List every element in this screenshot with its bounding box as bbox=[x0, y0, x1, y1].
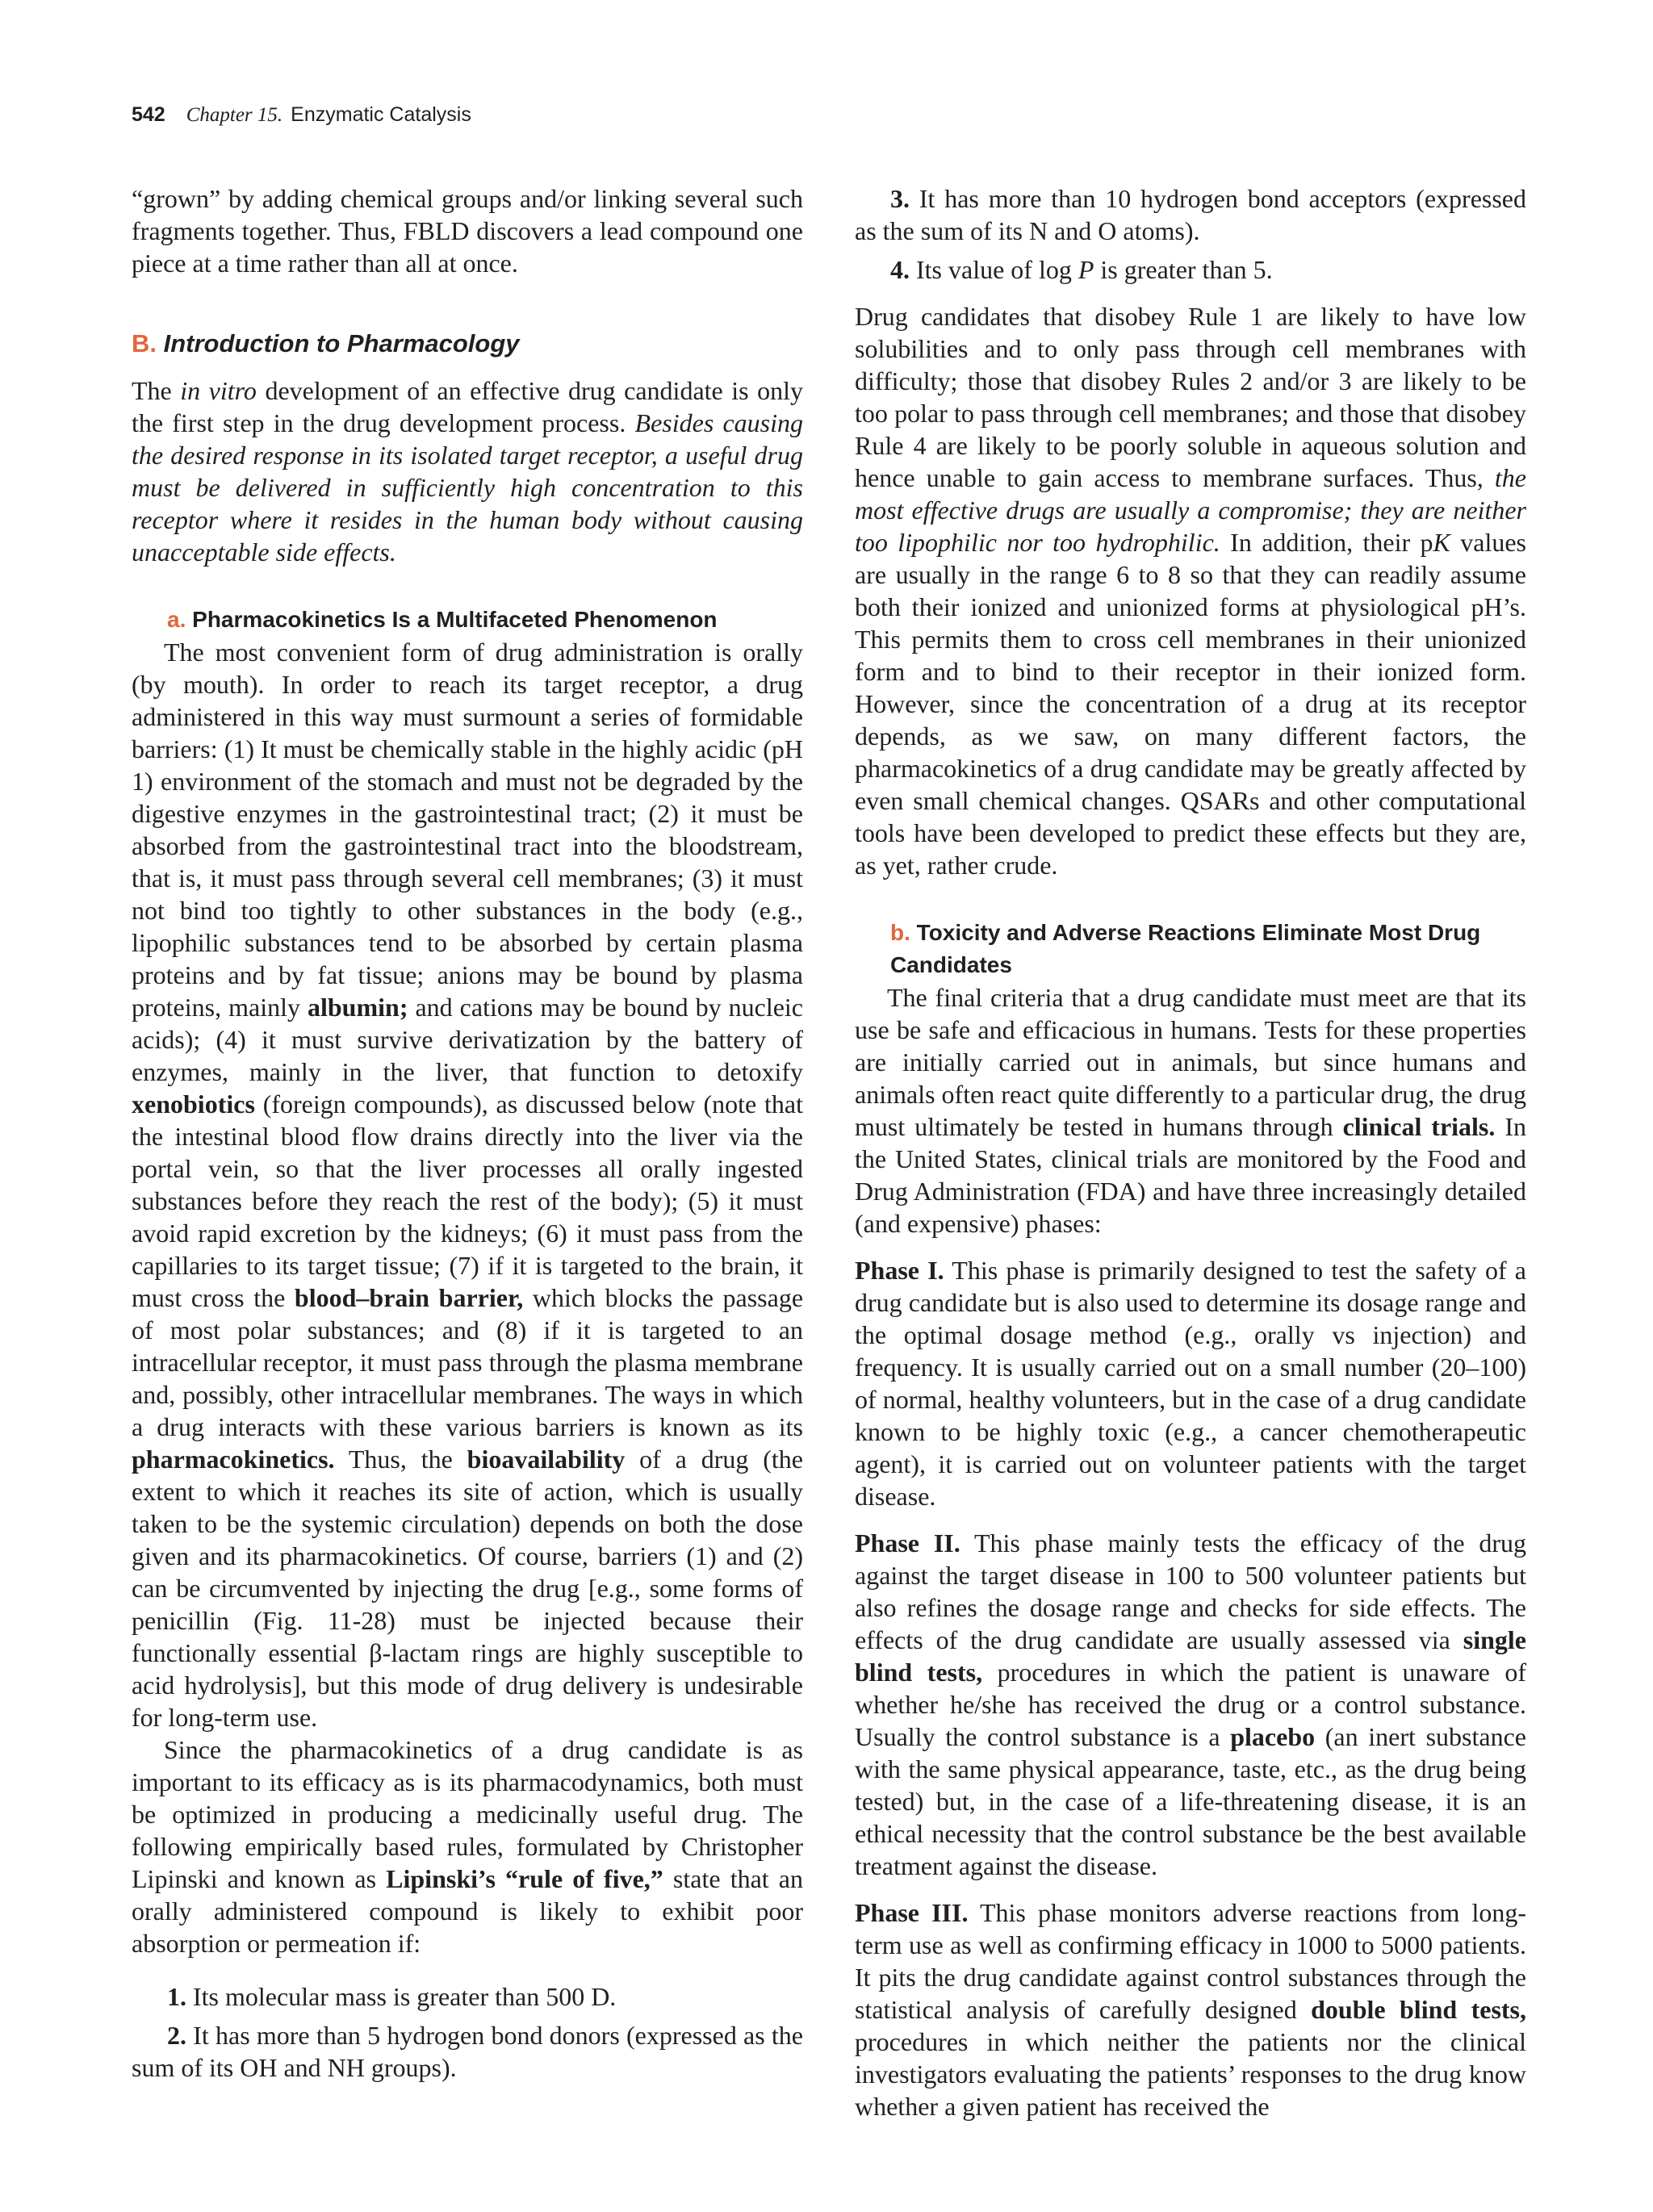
section-letter: B. bbox=[132, 329, 157, 358]
rule-1: 1. Its molecular mass is greater than 500 D. bbox=[167, 1982, 617, 2011]
phase-3-paragraph: Phase III. This phase monitors adverse reactions from long-term use as well as confirming efficacy in 1000 to 5000 patients. It pits the drug candidate against control substances through the statistical analysis of carefully designed double blind tests, procedures in which neither the patients nor the clinical investigators evaluating the patients’ responses to the drug know whether a given patient has received the bbox=[855, 1898, 1527, 2121]
subsection-title: Toxicity and Adverse Reactions Eliminate Most Drug Candidates bbox=[890, 920, 1481, 977]
lipinski-paragraph: Since the pharmacokinetics of a drug candidate is as important to its efficacy as is its pharmacodynamics, both must be optimized in producing a medicinally useful drug. The following empirically based rules, formulated by Christopher Lipinski and known as Lipinski’s “rule of five,” state that an orally administered compound is likely to exhibit poor absorption or permeation if: bbox=[132, 1735, 803, 1958]
left-column bbox=[132, 182, 803, 2084]
rule-4: 4. Its value of log P is greater than 5. bbox=[890, 255, 1273, 284]
section-title: Introduction to Pharmacology bbox=[163, 329, 520, 358]
rule-3: 3. It has more than 10 hydrogen bond acceptors (expressed as the sum of its N and O atoms). bbox=[855, 184, 1526, 245]
subsection-letter: a. bbox=[167, 607, 186, 632]
rule-2: 2. It has more than 5 hydrogen bond donors (expressed as the sum of its OH and NH groups). bbox=[132, 2021, 803, 2082]
subsection-title: Pharmacokinetics Is a Multifaceted Phenomenon bbox=[192, 607, 718, 632]
subsection-letter: b. bbox=[890, 920, 910, 945]
toxicity-paragraph: The final criteria that a drug candidate must meet are that its use be safe and efficacious in humans. Tests for these properties are initially carried out in animals, but since humans and animals often react quite differently to a particular drug, the drug must ultimately be tested in humans through clinical trials. In the United States, clinical trials are monitored by the Food and Drug Administration (FDA) and have three increasingly detailed (and expensive) phases: bbox=[855, 983, 1527, 1238]
section-b-paragraph: The in vitro development of an effective drug candidate is only the first step in the drug development process. Besides causing the desired response in its isolated target receptor, a useful drug must be delivered in sufficiently high concentration to this receptor where it resides in the human body without causing unacceptable side effects. bbox=[132, 376, 804, 567]
chapter-title: Enzymatic Catalysis bbox=[291, 103, 471, 126]
subsection-a-heading bbox=[132, 604, 803, 636]
right-column bbox=[855, 182, 1526, 2122]
running-header bbox=[132, 103, 471, 127]
pharmacokinetics-paragraph: The most convenient form of drug administration is orally (by mouth). In order to reach its target receptor, a drug administered in this way must surmount a series of formidable barriers: (1) It must be chemically stable in the highly acidic (pH 1) environment of the stomach and must not be degraded by the digestive enzymes in the gastrointestinal tract; (2) it must be absorbed from the gastrointestinal tract into the bloodstream, that is, it must pass through several cell membranes; (3) it must not bind too tightly to other substances in the body (e.g., lipophilic substances tend to be absorbed by certain plasma proteins and by fat tissue; anions may be bound by plasma proteins, mainly albumin; and cations may be bound by nucleic acids); (4) it must survive derivatization by the battery of enzymes, mainly in the liver, that function to detoxify xenobiotics (foreign compounds), as discussed below (note that the intestinal blood flow drains directly into the liver via the portal vein, so that the liver processes all orally ingested substances before they reach the rest of the body); (5) it must avoid rapid excretion by the kidneys; (6) it must pass from the capillaries to its target tissue; (7) if it is targeted to the brain, it must cross the blood–brain barrier, which blocks the passage of most polar substances; and (8) if it is targeted to an intracellular receptor, it must pass through the plasma membrane and, possibly, other intracellular membranes. The ways in which a drug interacts with these various barriers is known as its pharmacokinetics. Thus, the bioavailability of a drug (the extent to which it reaches its site of action, which is usually taken to be the systemic circulation) depends on both the dose given and its pharmacokinetics. Of course, barriers (1) and (2) can be circumvented by injecting the drug [e.g., some forms of penicillin (Fig. 11-28) must be injected because their functionally essential β-lactam rings are highly susceptible to acid hydrolysis], but this mode of drug delivery is undesirable for long-term use. bbox=[132, 638, 804, 1732]
phase-2-paragraph: Phase II. This phase mainly tests the efficacy of the drug against the target disease in 100 to 500 volunteer patients but also refines the dosage range and checks for side effects. The effects of the drug candidate are usually assessed via single blind tests, procedures in which the patient is unaware of whether he/she has received the drug or a control substance. Usually the control substance is a placebo (an inert substance with the same physical appearance, taste, etc., as the drug being tested) but, in the case of a life-threatening disease, it is an ethical necessity that the control substance be the best available treatment against the disease. bbox=[855, 1528, 1527, 1880]
chapter-label: Chapter 15. bbox=[186, 104, 283, 126]
subsection-b-heading bbox=[855, 917, 1526, 981]
rules-discussion-paragraph: Drug candidates that disobey Rule 1 are likely to have low solubilities and to only pass through cell membranes with difficulty; those that disobey Rules 2 and/or 3 are likely to be too polar to pass through cell membranes; and those that disobey Rule 4 are likely to be poorly soluble in aqueous solution and hence unable to gain access to membrane surfaces. Thus, the most effective drugs are usually a compromise; they are neither too lipophilic nor too hydrophilic. In addition, their pK values are usually in the range 6 to 8 so that they can readily assume both their ionized and unionized forms at physiological pH’s. This permits them to cross cell membranes in their unionized form and to bind to their receptor in their ionized form. However, since the concentration of a drug at its receptor depends, as we saw, on many different factors, the pharmacokinetics of a drug candidate may be greatly affected by even small chemical changes. QSARs and other computational tools have been developed to predict these effects but they are, as yet, rather crude. bbox=[855, 302, 1527, 880]
page-number: 542 bbox=[132, 103, 165, 126]
phase-1-paragraph: Phase I. This phase is primarily designed to test the safety of a drug candidate but is also used to determine its dosage range and the optimal dosage method (e.g., orally vs injection) and frequency. It is usually carried out on a small number (20–100) of normal, healthy volunteers, but in the case of a drug candidate known to be highly toxic (e.g., a cancer chemotherapeutic agent), it is carried out on volunteer patients with the target disease. bbox=[855, 1256, 1527, 1511]
intro-paragraph: “grown” by adding chemical groups and/or linking several such fragments together. Thus, FBLD discovers a lead compound one piece at a time rather than all at once. bbox=[132, 184, 803, 278]
section-b-heading bbox=[132, 328, 803, 360]
